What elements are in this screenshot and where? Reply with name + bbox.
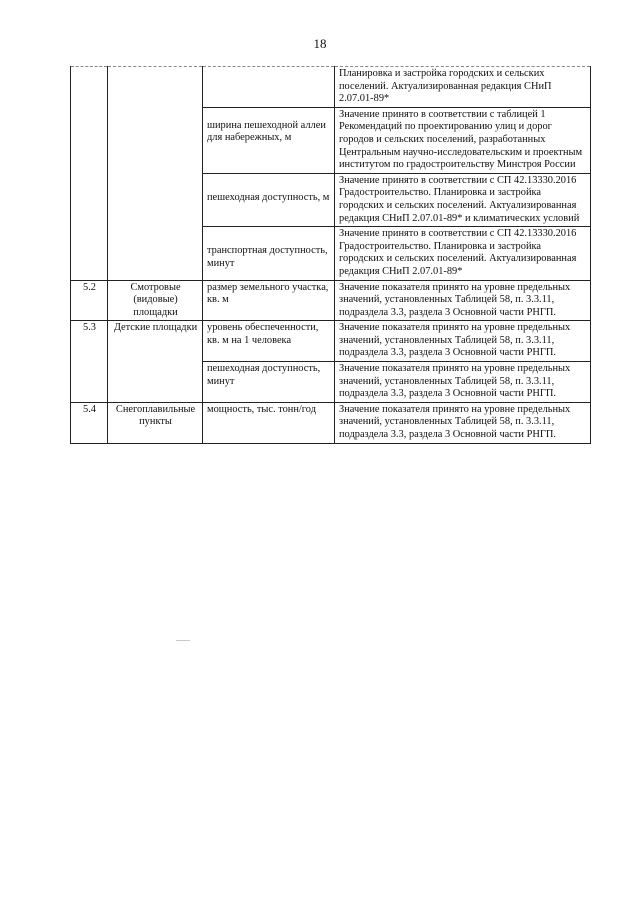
row-number-cell: 5.4 <box>71 402 108 443</box>
parameter-cell: пешеходная доступность, минут <box>203 362 335 403</box>
row-number-cell: 5.3 <box>71 321 108 403</box>
parameter-cell: транспортная доступность, минут <box>203 227 335 280</box>
parameter-cell: мощность, тыс. тонн/год <box>203 402 335 443</box>
parameter-cell: уровень обеспеченности, кв. м на 1 человека <box>203 321 335 362</box>
note-cell: Значение принято в соответствии с СП 42.13330.2016 Градостроительство. Планировка и застройка городских и сельских поселений. Актуализированная редакция СНиП 2.07.01-89* и климатических условий <box>335 173 591 226</box>
note-cell: Значение показателя принято на уровне предельных значений, установленных Таблицей 58, п. 3.3.11, подраздела 3.3, раздела 3 Основной части РНГП. <box>335 280 591 321</box>
row-number-cell: 5.2 <box>71 280 108 321</box>
note-cell: Значение показателя принято на уровне предельных значений, установленных Таблицей 58, п. 3.3.11, подраздела 3.3, раздела 3 Основной части РНГП. <box>335 321 591 362</box>
note-cell: Значение показателя принято на уровне предельных значений, установленных Таблицей 58, п. 3.3.11, подраздела 3.3, раздела 3 Основной части РНГП. <box>335 362 591 403</box>
table-row <box>71 402 591 443</box>
table-row <box>71 280 591 321</box>
note-cell: Значение принято в соответствии с СП 42.13330.2016 Градостроительство. Планировка и застройка городских и сельских поселений. Актуализированная редакция СНиП 2.07.01-89* <box>335 227 591 280</box>
page-number: 18 <box>313 36 327 51</box>
note-cell: Значение принято в соответствии с таблицей 1 Рекомендаций по проектированию улиц и дорог городов и сельских поселений, разработанных Центральным научно-исследовательским и проектным институтом по градостроительству Минстроя России <box>335 107 591 173</box>
object-name-cell: Детские площадки <box>108 321 203 403</box>
parameter-cell <box>203 67 335 108</box>
table-row <box>71 67 591 108</box>
note-cell: Планировка и застройка городских и сельских поселений. Актуализированная редакция СНиП 2.07.01-89* <box>335 67 591 108</box>
parameter-cell: ширина пешеходной аллеи для набережных, м <box>203 107 335 173</box>
indicators-table <box>70 66 591 444</box>
parameter-cell: размер земельного участка, кв. м <box>203 280 335 321</box>
parameter-cell: пешеходная доступность, м <box>203 173 335 226</box>
note-cell: Значение показателя принято на уровне предельных значений, установленных Таблицей 58, п. 3.3.11, подраздела 3.3, раздела 3 Основной части РНГП. <box>335 402 591 443</box>
object-name-cell: Смотровые (видовые) площадки <box>108 280 203 321</box>
scan-artifact <box>176 640 190 641</box>
table-row <box>71 321 591 362</box>
object-name-cell <box>108 67 203 281</box>
row-number-cell <box>71 67 108 281</box>
object-name-cell: Снегоплавильные пункты <box>108 402 203 443</box>
